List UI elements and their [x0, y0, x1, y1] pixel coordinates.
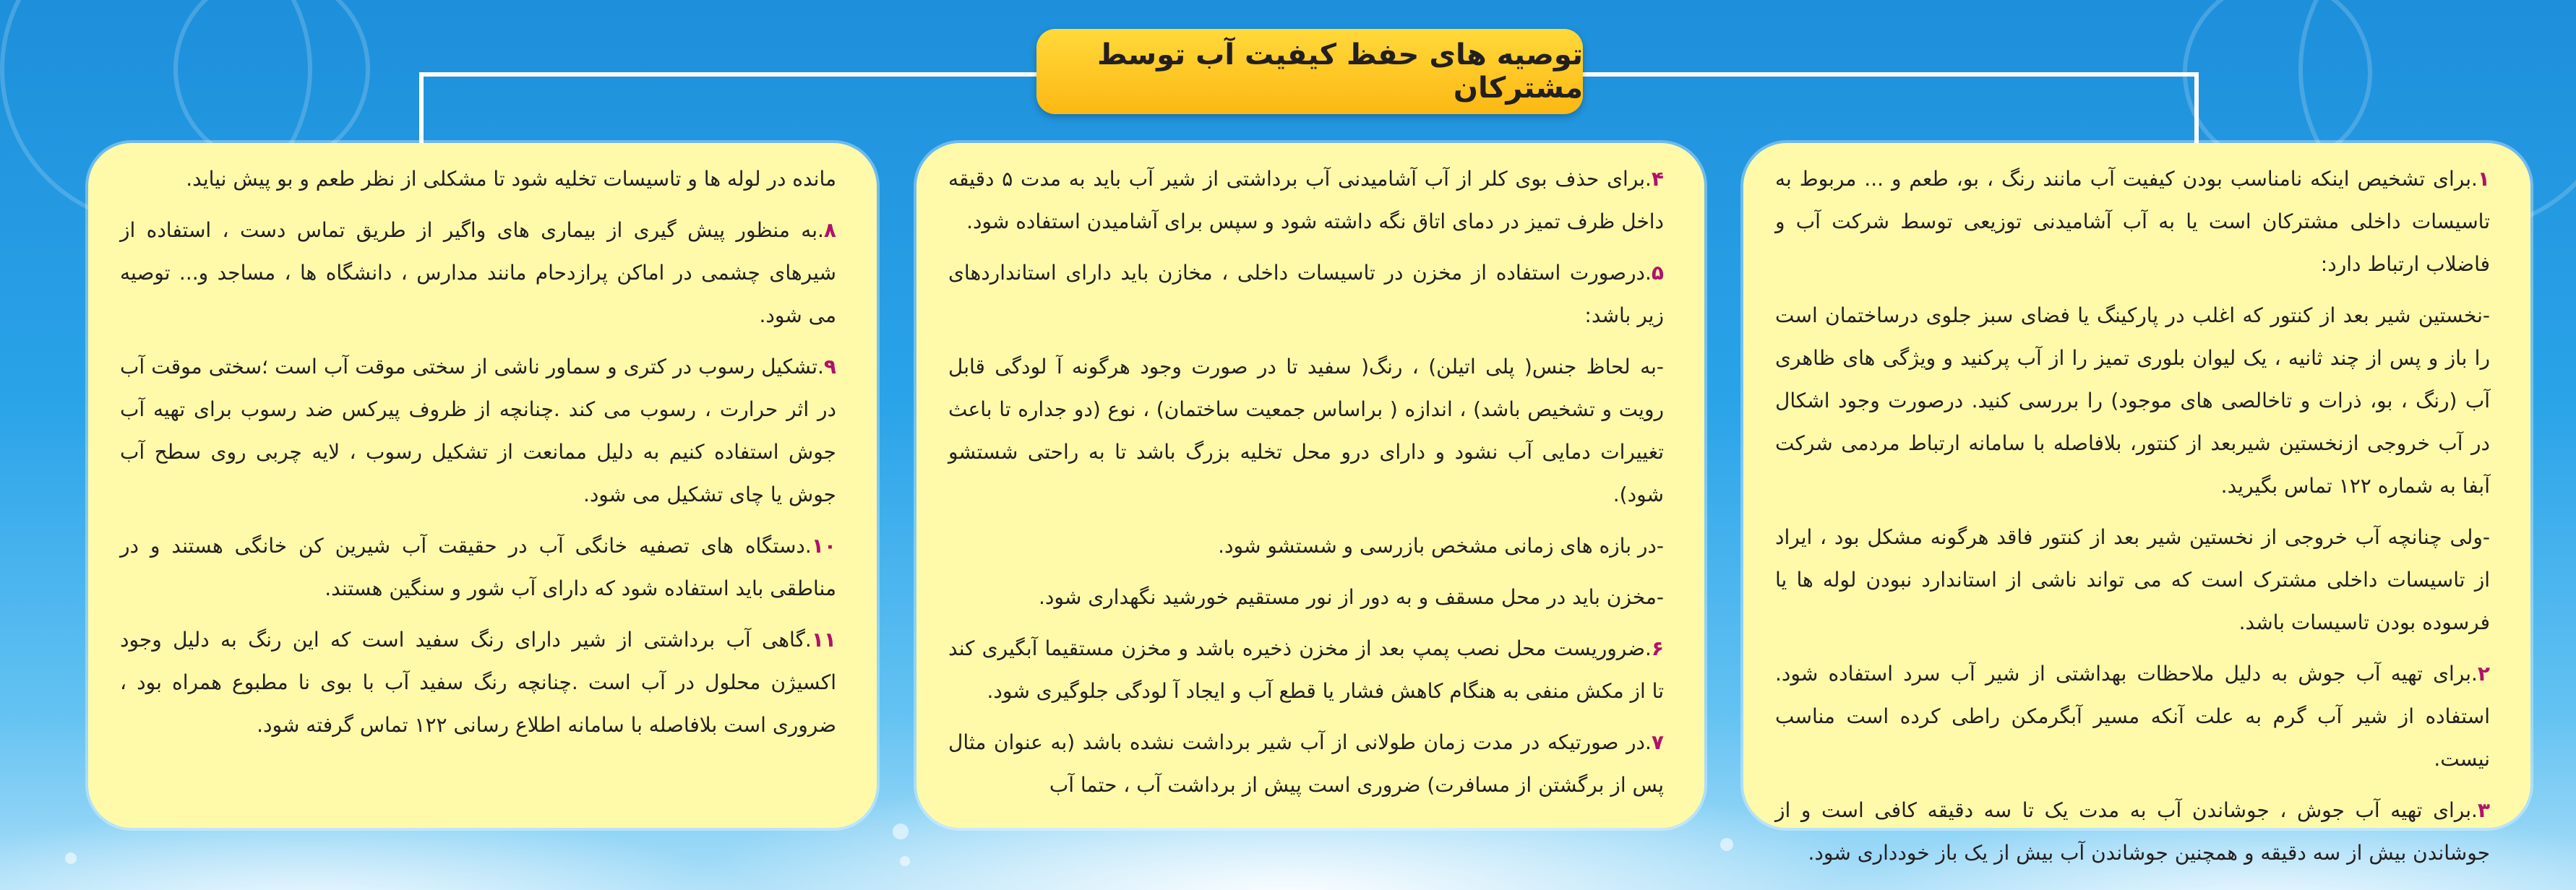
- item-text: -به لحاظ جنس( پلی اتیلن) ، رنگ( سفید تا در صورت وجود هرگونه آ لودگی قابل رویت و تشخیص باشد) ، اندازه ( براساس جمعیت ساختمان) ، نوع (دو جداره تا باعث تغییرات دمایی آب نشود و دارای درو محل تخلیه بزرگ باشد تا به راحتی شستشو شود).: [948, 355, 1664, 506]
- list-item: [120, 157, 836, 200]
- item-text: -نخستین شیر بعد از کنتور که اغلب در پارکینگ یا فضای سبز جلوی درساختمان است را باز و پس از چند ثانیه ، یک لیوان بلوری تمیز را از آب پرکنید و ویژگی های ظاهری آب (رنگ ، بو، ذرات و تاخالصی های موجود) را بررسی کنید. درصورت وجود اشکال در آب خروجی ازنخستین شیربعد از کنتور، بلافاصله با سامانه ارتباط مردمی شرکت آبفا به شماره ۱۲۲ تماس بگیرید.: [1775, 303, 2490, 498]
- item-text: .تشکیل رسوب در کتری و سماور ناشی از سختی موقت آب است ؛سختی موقت آب در اثر حرارت ، رسوب می کند .چنانچه از ظروف پیرکس ضد رسوب برای تهیه آب جوش استفاده کنیم به دلیل ممانعت از تشکیل رسوب ، لایه چربی روی سطح آب جوش یا چای تشکیل می شود.: [120, 355, 836, 506]
- title-connector-line: [2194, 72, 2199, 144]
- water-bubble: [65, 852, 77, 864]
- water-bubble: [900, 856, 910, 866]
- item-text: .دستگاه های تصفیه خانگی آب در حقیقت آب شیرین کن خانگی هستند و در مناطقی باید استفاده شود که دارای آب شور و سنگین هستند.: [120, 534, 836, 600]
- item-text: .برای حذف بوی کلر از آب آشامیدنی آب برداشتی از شیر آب باید به مدت ۵ دقیقه داخل ظرف تمیز در دمای اتاق نگه داشته شود و سپس برای آشامیدن استفاده شود.: [948, 167, 1664, 233]
- item-text: .در صورتیکه در مدت زمان طولانی از آب شیر برداشت نشده باشد (به عنوان مثال پس از برگشتن از مسافرت) ضروری است پیش از برداشت آب ، حتما آب: [948, 730, 1664, 797]
- list-item: [948, 627, 1664, 712]
- title-connector-line: [1583, 72, 2199, 77]
- panel-left: [88, 143, 877, 828]
- item-text: .گاهی آب برداشتی از شیر دارای رنگ سفید است که این رنگ به دلیل وجود اکسیژن محلول در آب است .چنانچه رنگ سفید آب با بوی نا مطبوع همراه بود ، ضروری است بلافاصله با سامانه اطلاع رسانی ۱۲۲ تماس گرفته شود.: [120, 628, 836, 737]
- item-number: ۱۱: [811, 628, 836, 652]
- item-text: -ولی چنانچه آب خروجی از نخستین شیر بعد از کنتور فاقد هرگونه مشکل بود ، ایراد از تاسیسات داخلی مشترک است که می تواند ناشی از استاندارد نبودن لوله ها یا فرسوده بودن تاسیسات باشد.: [1775, 525, 2490, 634]
- item-number: ۵: [1651, 261, 1664, 285]
- water-bubble: [893, 824, 909, 839]
- item-number: ۱: [2477, 167, 2490, 191]
- list-item: [948, 157, 1664, 243]
- item-number: ۲: [2477, 662, 2490, 686]
- list-item: [948, 576, 1664, 618]
- title-connector-line: [419, 72, 424, 144]
- item-number: ۴: [1651, 167, 1664, 191]
- item-number: ۶: [1651, 636, 1664, 660]
- list-item: [120, 345, 836, 516]
- list-item: [948, 345, 1664, 516]
- list-item: [1775, 789, 2490, 874]
- title-banner: [1036, 29, 1583, 114]
- title-connector-line: [419, 72, 1037, 77]
- item-text: -مخزن باید در محل مسقف و به دور از نور مستقیم خورشید نگهداری شود.: [1039, 585, 1664, 609]
- item-number: ۱۰: [811, 534, 836, 558]
- item-text: .درصورت استفاده از مخزن در تاسیسات داخلی ، مخازن باید دارای استانداردهای زیر باشد:: [948, 261, 1664, 327]
- item-number: ۷: [1651, 730, 1664, 754]
- list-item: [1775, 294, 2490, 507]
- water-bubble: [1720, 838, 1733, 851]
- item-text: .ضروریست محل نصب پمپ بعد از مخزن ذخیره باشد و مخزن مستقیما آبگیری کند تا از مکش منفی به هنگام کاهش فشار یا قطع آب و ایجاد آ لودگی جلوگیری شود.: [948, 636, 1664, 703]
- item-number: ۹: [823, 355, 836, 379]
- item-text: .به منظور پیش گیری از بیماری های واگیر از طریق تماس دست ، استفاده از شیرهای چشمی در اماکن پرازدحام مانند مدارس ، دانشگاه ها ، مساجد و... توصیه می شود.: [120, 218, 836, 327]
- item-text: .برای تشخیص اینکه نامناسب بودن کیفیت آب مانند رنگ ، بو، طعم و ... مربوط به تاسیسات داخلی مشترکان است یا به آب آشامیدنی توزیعی توسط شرکت آب و فاضلاب ارتباط دارد:: [1775, 167, 2490, 276]
- panel-right: [1743, 143, 2530, 865]
- list-item: [120, 209, 836, 337]
- item-text: مانده در لوله ها و تاسیسات تخلیه شود تا مشکلی از نظر طعم و بو پیش نیاید.: [186, 167, 836, 191]
- list-item: [1775, 157, 2490, 285]
- item-text: .برای تهیه آب جوش به دلیل ملاحظات بهداشتی از شیر آب سرد استفاده شود. استفاده از شیر آب گرم به علت آنکه مسیر آبگرمکن راطی کرده است مناسب نیست.: [1775, 662, 2490, 771]
- list-item: [948, 721, 1664, 806]
- list-item: [120, 524, 836, 610]
- list-item: [120, 618, 836, 746]
- list-item: [948, 524, 1664, 567]
- list-item: [1775, 516, 2490, 644]
- panel-middle: [916, 143, 1704, 828]
- list-item: [1775, 652, 2490, 780]
- page-title: توصیه های حفظ کیفیت آب توسط مشترکان: [1096, 38, 1583, 105]
- item-number: ۸: [823, 218, 836, 242]
- item-text: -در بازه های زمانی مشخص بازرسی و شستشو شود.: [1218, 534, 1664, 558]
- list-item: [948, 251, 1664, 337]
- item-text: .برای تهیه آب جوش ، جوشاندن آب به مدت یک تا سه دقیقه کافی است و از جوشاندن بیش از سه دقیقه و همچنین جوشاندن آب بیش از یک باز خودداری شود.: [1775, 798, 2490, 865]
- item-number: ۳: [2477, 798, 2490, 822]
